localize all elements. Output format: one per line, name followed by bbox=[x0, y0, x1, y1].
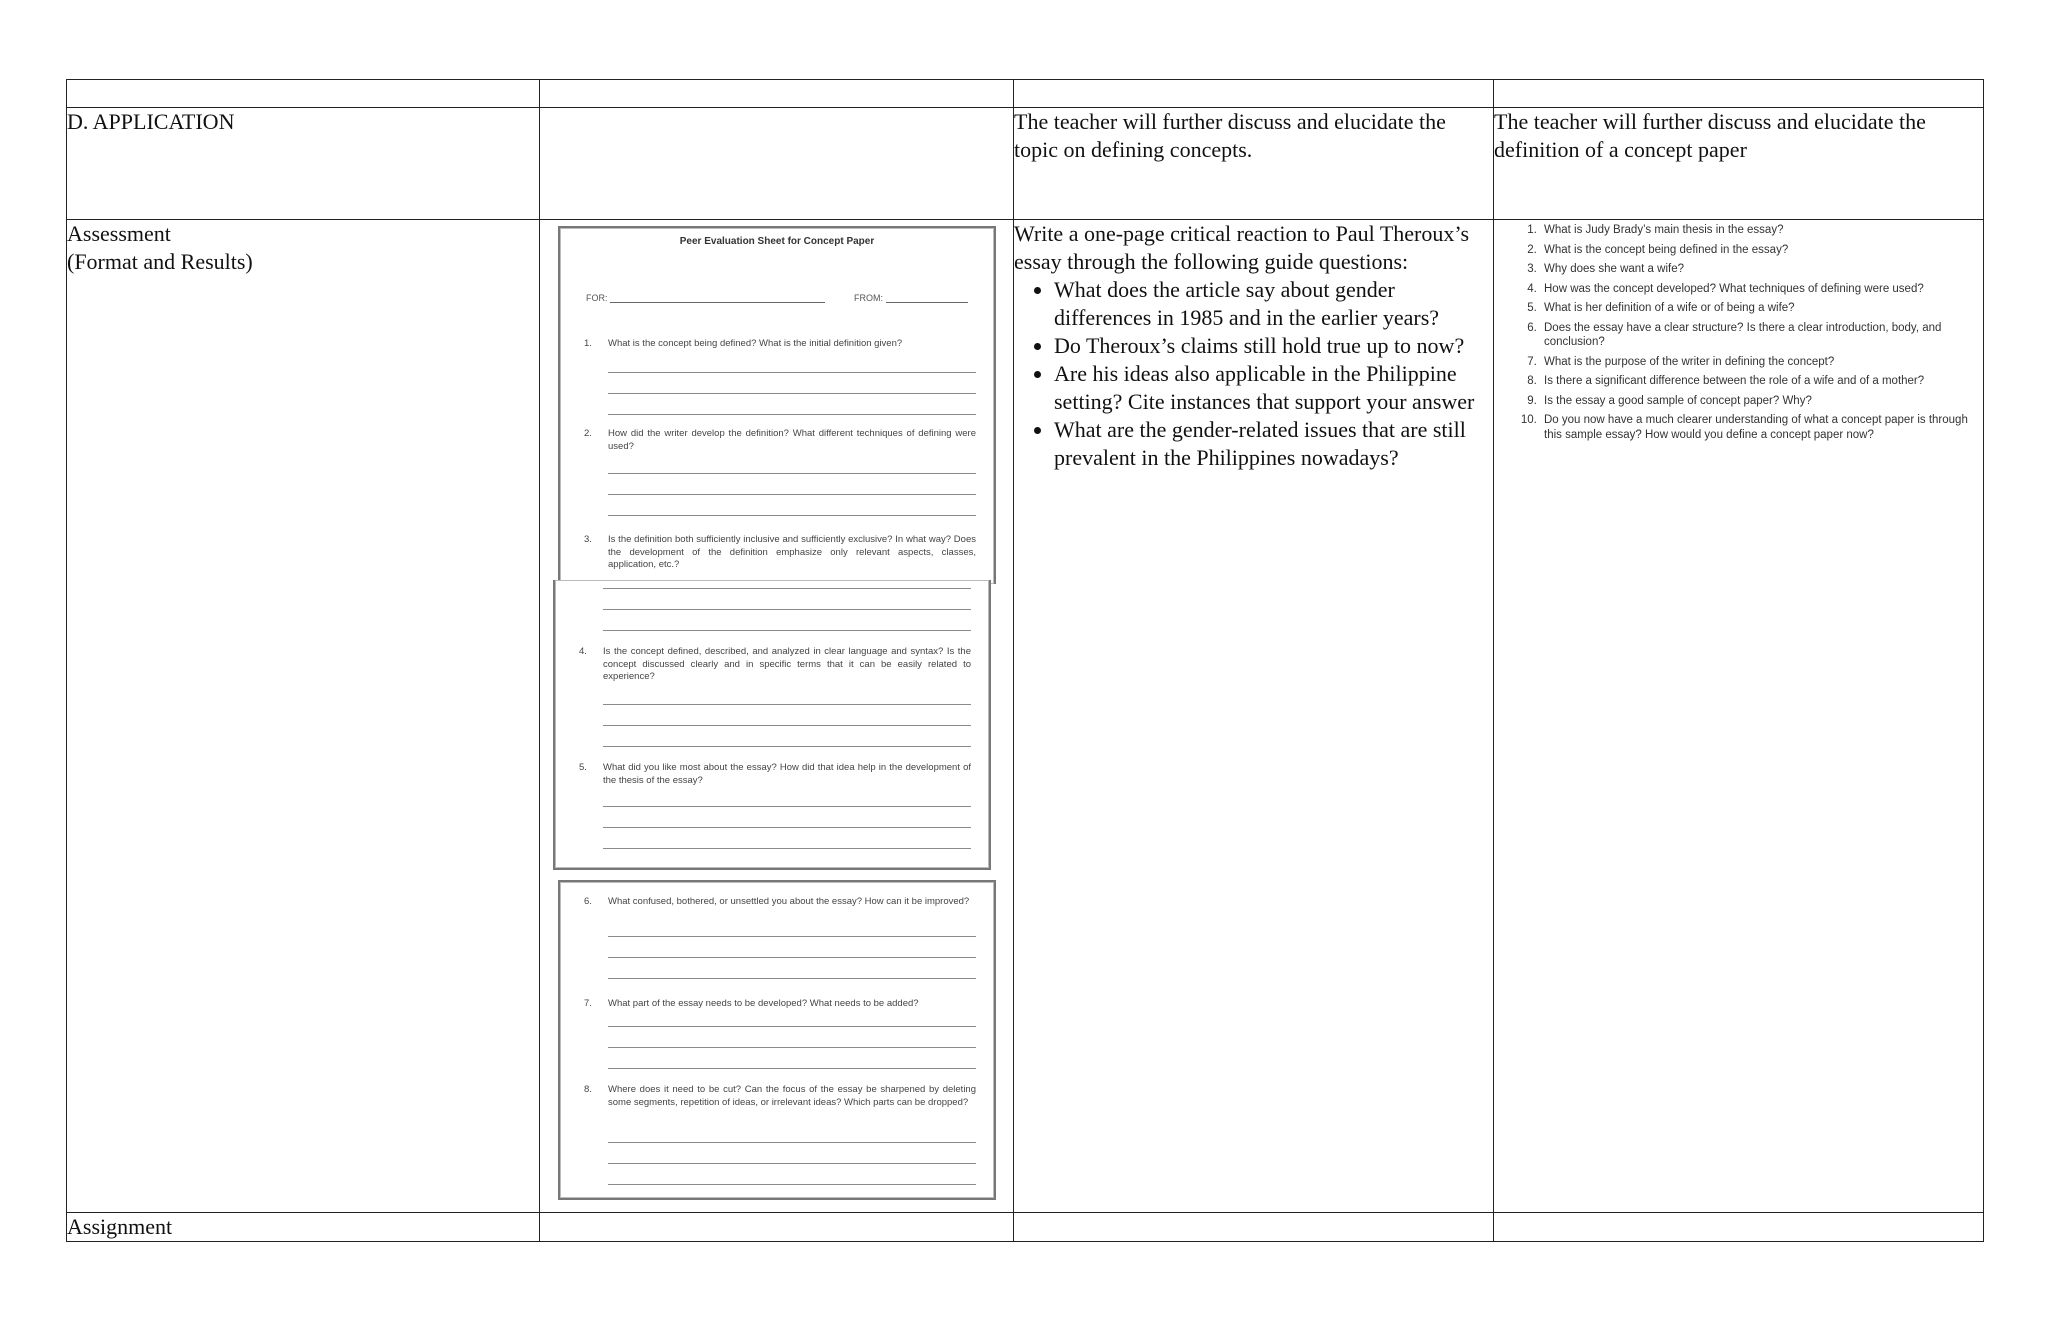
guide-question-list bbox=[1014, 276, 1493, 472]
cell bbox=[540, 80, 1014, 108]
answer-lines bbox=[608, 473, 976, 536]
peer-evaluation-sheet-middle bbox=[553, 580, 991, 870]
answer-lines bbox=[608, 1026, 976, 1089]
essay-question: 7. What is the purpose of the writer in defining the concept? bbox=[1540, 355, 1975, 370]
table-row-application bbox=[67, 108, 1984, 220]
guide-intro: Write a one-page critical reaction to Paul Theroux’s essay through the following guide questions: bbox=[1014, 221, 1470, 274]
sheet-question: 4. Is the concept defined, described, and analyzed in clear language and syntax? Is the concept discussed clearly and in specific terms that it can be easily related to experience? bbox=[579, 646, 971, 682]
sheet-question: 5. What did you like most about the essay? How did that idea help in the development of the thesis of the essay? bbox=[579, 762, 971, 786]
sheet-question: 8. Where does it need to be cut? Can the focus of the essay be sharpened by deleting some segments, repetition of ideas, or irrelevant ideas? Which parts can be dropped? bbox=[584, 1084, 976, 1108]
sheet-question: 6. What confused, bothered, or unsettled you about the essay? How can it be improved? bbox=[584, 896, 970, 907]
assignment-label: Assignment bbox=[67, 1213, 540, 1242]
essay-questions-cell bbox=[1494, 220, 1984, 1213]
answer-lines bbox=[603, 704, 971, 767]
cell bbox=[1494, 1213, 1984, 1242]
for-label: FOR: bbox=[586, 293, 608, 303]
essay-question: 9. Is the essay a good sample of concept paper? Why? bbox=[1540, 394, 1975, 409]
essay-question: 3. Why does she want a wife? bbox=[1540, 262, 1975, 277]
application-label: D. APPLICATION bbox=[67, 108, 540, 220]
guide-question: • Are his ideas also applicable in the Philippine setting? Cite instances that support your answer bbox=[1054, 360, 1493, 416]
cell bbox=[1014, 1213, 1494, 1242]
cell bbox=[1494, 80, 1984, 108]
cell bbox=[67, 80, 540, 108]
sheet-title: Peer Evaluation Sheet for Concept Paper bbox=[679, 236, 875, 247]
cell bbox=[540, 108, 1014, 220]
essay-question: 2. What is the concept being defined in the essay? bbox=[1540, 243, 1975, 258]
answer-lines bbox=[603, 806, 971, 869]
assessment-label-cell bbox=[67, 220, 540, 1213]
essay-question: 5. What is her definition of a wife or of being a wife? bbox=[1540, 301, 1975, 316]
sheet-question: 3. Is the definition both sufficiently inclusive and sufficiently exclusive? In what way? Does the development of the definition emphasize only relevant aspects, classes, application, etc.? bbox=[584, 534, 976, 570]
for-from-line bbox=[586, 292, 976, 303]
answer-lines bbox=[608, 1142, 976, 1205]
from-label: FROM: bbox=[854, 293, 884, 303]
essay-question: 4. How was the concept developed? What techniques of defining were used? bbox=[1540, 282, 1975, 297]
peer-evaluation-sheet-top bbox=[558, 226, 996, 584]
guide-question: • Do Theroux’s claims still hold true up to now? bbox=[1054, 332, 1493, 360]
peer-evaluation-sheet-bottom bbox=[558, 880, 996, 1200]
answer-lines bbox=[603, 588, 971, 651]
essay-question: 8. Is there a significant difference between the role of a wife and of a mother? bbox=[1540, 374, 1975, 389]
lesson-plan-table bbox=[66, 79, 1984, 1242]
assessment-label: Assessment bbox=[67, 221, 171, 246]
essay-question: 10. Do you now have a much clearer understanding of what a concept paper is through this sample essay? How would you define a concept paper now? bbox=[1540, 413, 1975, 442]
table-row-assignment bbox=[67, 1213, 1984, 1242]
guide-question: • What are the gender-related issues that are still prevalent in the Philippines nowadays? bbox=[1054, 416, 1493, 472]
guide-question: • What does the article say about gender differences in 1985 and in the earlier years? bbox=[1054, 276, 1493, 332]
table-row-assessment bbox=[67, 220, 1984, 1213]
sheet-question: 7. What part of the essay needs to be developed? What needs to be added? bbox=[584, 998, 919, 1009]
essay-question-list bbox=[1494, 220, 1983, 442]
answer-lines bbox=[608, 936, 976, 999]
sheet-question: 2. How did the writer develop the definition? What different techniques of defining were used? bbox=[584, 428, 976, 452]
essay-question: 6. Does the essay have a clear structure? Is there a clear introduction, body, and conclusion? bbox=[1540, 321, 1975, 350]
answer-lines bbox=[608, 372, 976, 435]
cell bbox=[540, 1213, 1014, 1242]
cell bbox=[1014, 80, 1494, 108]
for-line bbox=[610, 292, 825, 303]
application-teacher-activity: The teacher will further discuss and elucidate the topic on defining concepts. bbox=[1014, 108, 1494, 220]
assessment-sublabel: (Format and Results) bbox=[67, 249, 253, 274]
application-teacher-activity-2: The teacher will further discuss and elucidate the definition of a concept paper bbox=[1494, 108, 1984, 220]
table-row-blank bbox=[67, 80, 1984, 108]
from-line bbox=[886, 292, 968, 303]
essay-question: 1. What is Judy Brady’s main thesis in the essay? bbox=[1540, 223, 1975, 238]
sheet-question: 1. What is the concept being defined? What is the initial definition given? bbox=[584, 338, 903, 349]
guide-questions-cell bbox=[1014, 220, 1494, 1213]
